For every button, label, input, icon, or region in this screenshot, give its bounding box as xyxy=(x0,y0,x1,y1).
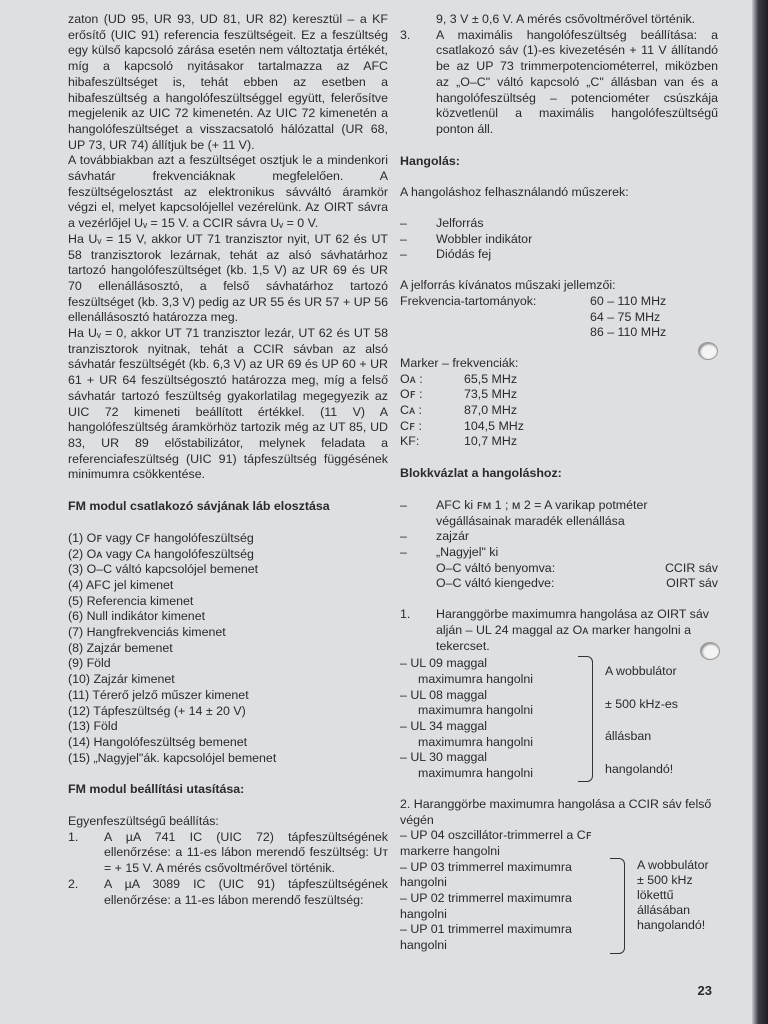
step-text: A µA 3089 IC (UIC 91) tápfeszültségének ellenőrzése: a 11-es lábon merendő feszültség: xyxy=(104,876,388,907)
list-item: (4) AFC jel kimenet xyxy=(68,577,174,592)
list-item: – Jelforrás xyxy=(400,216,484,231)
list-item: (5) Referencia kimenet xyxy=(68,593,194,608)
step-text: 9, 3 V ± 0,6 V. A mérés csővoltmérővel történik. xyxy=(436,12,696,26)
frequency-row: Frekvencia-tartományok: 60 – 110 MHz xyxy=(400,293,667,308)
section-heading: Hangolás: xyxy=(400,153,460,168)
tuning-group: – UP 04 oszcillátor-trimmerrel a Cꜰ markerre hangolni – UP 03 trimmerrel maximumra hangolni – UP 02 trimmerrel maximumra hangolni – UP 01 trimmerrel maximumra hangolni A wobbulátor ± 500 kHz lökettű állásában hangolandó! xyxy=(400,828,709,953)
punch-hole-icon xyxy=(698,342,718,360)
section-heading: FM modul beállítási utasítása: xyxy=(68,782,245,797)
section-heading: FM modul csatlakozó sávjának láb elosztása xyxy=(68,499,330,514)
list-item: (10) Zajzár kimenet xyxy=(68,672,175,687)
step-text: A µA 741 IC (UIC 72) tápfeszültségének ellenőrzése: a 11-es lábon merendő feszültség: Uᴛ = + 15 V. A mérés csővoltmérővel történik. xyxy=(104,829,388,876)
list-item xyxy=(68,877,388,908)
marker-row: Cꜰ : 104,5 MHz xyxy=(400,418,524,433)
subheading: A jelforrás kívánatos műszaki jellemzői: xyxy=(400,278,616,293)
list-item: (2) Oᴀ vagy Cᴀ hangolófeszültség xyxy=(68,546,254,561)
paragraph: zaton (UD 95, UR 93, UD 81, UR 82) keresztül – a KF erősítő (UIC 91) referencia feszültségeit. Ez a feszültség egy külső kapcsoló zárása esetén nem változtatja értékét, míg a kapcsoló nyitásakor tartalmazza az AFC hibafeszültséget is, tehát ebben az esetben a hibafeszültség a hangolófeszültséggel együtt, felerősítve megjelenik az UIC 72 kimenetén. Az UIC 72 kimenetén a hangolófeszültséget a visszacsatoló hálózattal (UR 68, UP 73, UR 74) állítjuk be (+ 11 V). xyxy=(68,12,388,152)
step-text: A maximális hangolófeszültség beállítása: a csatlakozó sáv (1)-es kivezetésén + 11 V állítandó be az UP 73 trimmerpotenciométerrel, miközben az „O–C" váltó kapcsoló „C" állásban van és a hangolófeszültség – potenciométer csúszkája közvetlenül a maximális hangolófeszültségű ponton áll. xyxy=(436,27,718,136)
list-item: (14) Hangolófeszültség bemenet xyxy=(68,734,248,749)
frequency-row: 86 – 110 MHz xyxy=(590,325,667,340)
marker-row: Oꜰ : 73,5 MHz xyxy=(400,387,518,402)
switch-row: O–C váltó kiengedve: OIRT sáv xyxy=(436,576,718,591)
marker-row: Cᴀ : 87,0 MHz xyxy=(400,403,518,418)
list-item xyxy=(400,12,718,28)
left-column xyxy=(68,12,388,908)
frequency-row: 64 – 75 MHz xyxy=(590,309,661,324)
step-number: 2. xyxy=(68,876,79,891)
step-number: 3. xyxy=(400,27,411,42)
brace xyxy=(578,656,593,782)
list-item: (12) Tápfeszültség (+ 14 ± 20 V) xyxy=(68,703,246,718)
list-item: (9) Föld xyxy=(68,656,111,671)
list-item: 2. Haranggörbe maximumra hangolása a CCIR sáv felső végén xyxy=(400,796,712,827)
list-item: (11) Térerő jelző műszer kimenet xyxy=(68,687,249,702)
list-item: (6) Null indikátor kimenet xyxy=(68,609,206,624)
section-heading: Blokkvázlat a hangoláshoz: xyxy=(400,466,562,481)
marker-row: KF: 10,7 MHz xyxy=(400,434,518,449)
tuning-group: – UL 09 maggal maximumra hangolni – UL 08 maggal maximumra hangolni – UL 34 maggal maximumra hangolni – UL 30 maggal maximumra hangolni A wobbulátor ± 500 kHz-es állásban hangolandó! xyxy=(400,656,678,781)
list-item: 1. Haranggörbe maximumra hangolása az OIRT sáv alján – UL 24 maggal az Oᴀ marker hangolni a tekercset. xyxy=(400,607,709,653)
list-item: – Diódás fej xyxy=(400,247,492,262)
list-item: (1) Oꜰ vagy Cꜰ hangolófeszültség xyxy=(68,530,254,545)
paragraph: Ha Uᵥ = 0, akkor UT 71 tranzisztor lezár, UT 62 és UT 58 tranzisztorok nyitnak, tehát a CCIR sávban az alsó sávhatár feszültségét (kb. 6,3 V) az UR 69 és UP 60 + UR 61 + UR 64 feszültségosztó határozza meg, míg a felső sávhatár tartozó feszültség gyakorlatilag megegyezik az UIC 72 kimeneti beállított értékkel. (11 V) A hangolófeszültség áramkörhöz tartozik még az UT 85, UD 83, UR 89 előstabilizátor, melynek feladata a referenciafeszültség (UIC 91) tápfeszültség függésének minimumra csökkentése. xyxy=(68,326,388,482)
pin-list xyxy=(68,531,388,767)
punch-hole-icon xyxy=(700,642,720,660)
list-item: – zajzár xyxy=(400,529,470,544)
list-item: (8) Zajzár bemenet xyxy=(68,640,173,655)
subheading: A hangoláshoz felhasználandó műszerek: xyxy=(400,185,629,200)
list-item: (3) O–C váltó kapcsolójel bemenet xyxy=(68,562,259,577)
step-number: 1. xyxy=(68,829,79,844)
list-item: – AFC ki ꜰᴍ 1 ; ᴍ 2 = A varikap potméter végállásainak maradék ellenállása xyxy=(400,497,648,528)
list-item: – Wobbler indikátor xyxy=(400,231,533,246)
list-item: (13) Föld xyxy=(68,719,118,734)
paragraph: A továbbiakban azt a feszültséget osztjuk le a mindenkori sávhatár frekvenciáknak megfelelően. A feszültségelosztást az elektronikus sávváltó áramkör végzi el, melyet kapcsolójellel vezérelünk. Az OIRT sávra a vezérlőjel Uᵥ = 15 V. a CCIR sávra Uᵥ = 0 V. xyxy=(68,153,388,231)
right-column xyxy=(400,12,718,954)
book-binding xyxy=(752,0,768,1024)
brace xyxy=(610,858,625,954)
list-item: – „Nagyjel" ki xyxy=(400,544,499,559)
list-item xyxy=(68,830,388,877)
list-item xyxy=(400,28,718,138)
switch-row: O–C váltó benyomva: CCIR sáv xyxy=(436,560,718,575)
page-number: 23 xyxy=(697,983,712,998)
subheading: Marker – frekvenciák: xyxy=(400,355,519,370)
list-item: (15) „Nagyjel"ák. kapcsolójel bemenet xyxy=(68,750,277,765)
list-item: (7) Hangfrekvenciás kimenet xyxy=(68,625,226,640)
paragraph: Ha Uᵥ = 15 V, akkor UT 71 tranzisztor nyit, UT 62 és UT 58 tranzisztorok lezárnak, tehát az alsó sávhatárhoz tartozó hangolófeszültséget (kb. 1,5 V) az UR 69 és UR 70 ellenállásosztó, a felső sávhatárhoz tartozó feszültséget (kb. 3,3 V) pedig az UR 55 és UR 57 + UP 56 ellenállásosztó határozza meg. xyxy=(68,231,388,325)
marker-row: Oᴀ : 65,5 MHz xyxy=(400,371,518,386)
subheading: Egyenfeszültségű beállítás: xyxy=(68,814,219,829)
